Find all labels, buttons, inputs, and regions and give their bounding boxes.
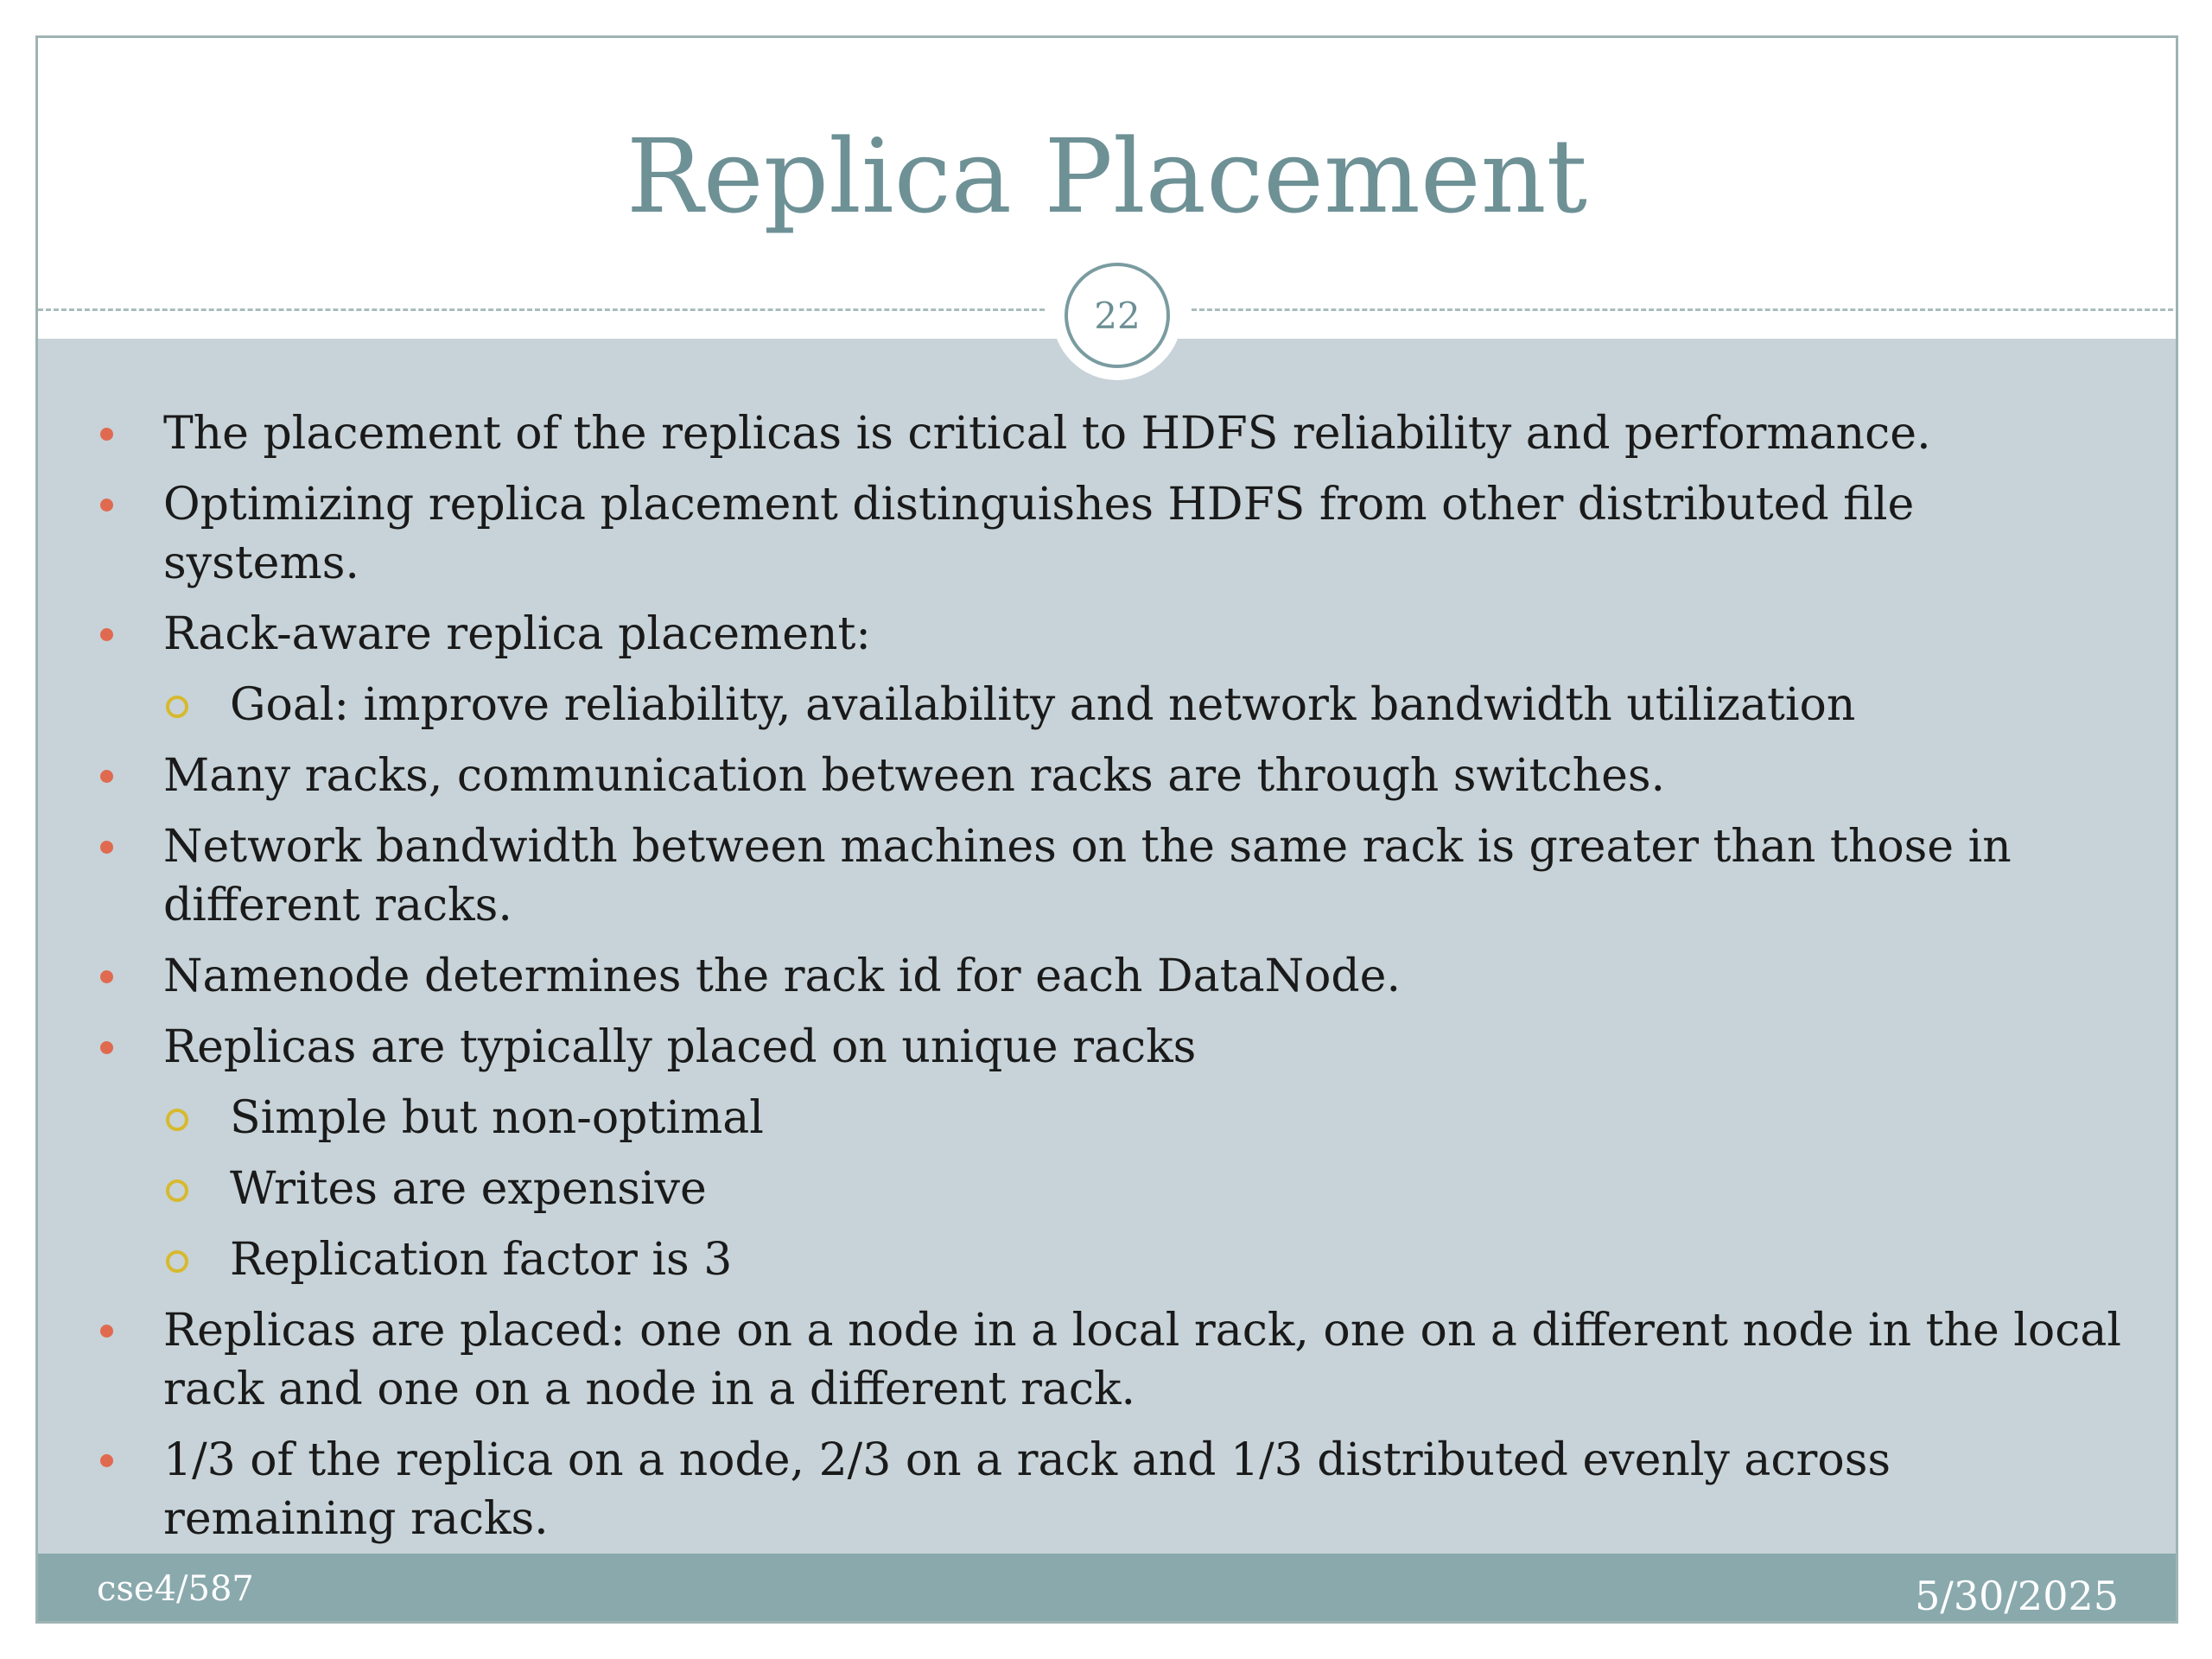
sub-bullet-item — [38, 1160, 2176, 1218]
bullet-dot-icon — [100, 428, 113, 441]
slide-footer — [38, 1554, 2176, 1624]
bullet-text: Replicas are placed: one on a node in a local rack, one on a different node in the local rack and one on a node in a different rack. — [163, 1305, 2121, 1415]
bullet-dot-icon — [100, 1454, 113, 1467]
bullet-list — [38, 404, 2176, 1560]
bullet-item — [38, 404, 2176, 463]
bullet-text: Replication factor is 3 — [230, 1234, 733, 1286]
bullet-text: Many racks, communication between racks are through switches. — [163, 750, 1666, 802]
bullet-ring-icon — [166, 696, 188, 718]
sub-bullet-item — [38, 1089, 2176, 1147]
bullet-dot-icon — [100, 1325, 113, 1338]
bullet-ring-icon — [166, 1179, 188, 1202]
bullet-dot-icon — [100, 770, 113, 783]
header-divider-left — [38, 308, 1045, 311]
slide — [35, 35, 2178, 1624]
slide-title: Replica Placement — [626, 117, 1588, 236]
bullet-item — [38, 605, 2176, 664]
bullet-text: Rack-aware replica placement: — [163, 608, 871, 660]
bullet-dot-icon — [100, 841, 113, 854]
footer-course-code: cse4/587 — [97, 1569, 254, 1609]
bullet-dot-icon — [100, 499, 113, 512]
footer-date: 5/30/2025 — [1915, 1573, 2119, 1619]
bullet-ring-icon — [166, 1250, 188, 1273]
page-number: 22 — [1065, 263, 1170, 368]
bullet-item — [38, 1301, 2176, 1419]
sub-bullet-item — [38, 676, 2176, 734]
slide-content — [38, 339, 2176, 1554]
bullet-item — [38, 747, 2176, 805]
sub-bullet-item — [38, 1230, 2176, 1289]
bullet-item — [38, 1018, 2176, 1077]
bullet-text: The placement of the replicas is critical to HDFS reliability and performance. — [163, 408, 1931, 460]
page-number-badge — [1052, 251, 1182, 380]
bullet-text: Writes are expensive — [230, 1163, 707, 1215]
bullet-text: Optimizing replica placement distinguishes HDFS from other distributed file systems. — [163, 479, 1915, 589]
bullet-ring-icon — [166, 1109, 188, 1131]
header-divider-right — [1192, 308, 2178, 311]
bullet-text: 1/3 of the replica on a node, 2/3 on a rack and 1/3 distributed evenly across remaining racks. — [163, 1434, 1891, 1545]
bullet-dot-icon — [100, 628, 113, 641]
bullet-text: Namenode determines the rack id for each DataNode. — [163, 950, 1401, 1002]
bullet-item — [38, 947, 2176, 1006]
bullet-text: Network bandwidth between machines on the same rack is greater than those in different racks. — [163, 821, 2012, 931]
bullet-text: Replicas are typically placed on unique racks — [163, 1021, 1197, 1073]
bullet-item — [38, 475, 2176, 593]
bullet-dot-icon — [100, 1041, 113, 1054]
bullet-text: Simple but non-optimal — [230, 1092, 764, 1144]
bullet-item — [38, 817, 2176, 935]
bullet-text: Goal: improve reliability, availability and network bandwidth utilization — [230, 679, 1856, 731]
bullet-dot-icon — [100, 970, 113, 983]
bullet-item — [38, 1431, 2176, 1548]
